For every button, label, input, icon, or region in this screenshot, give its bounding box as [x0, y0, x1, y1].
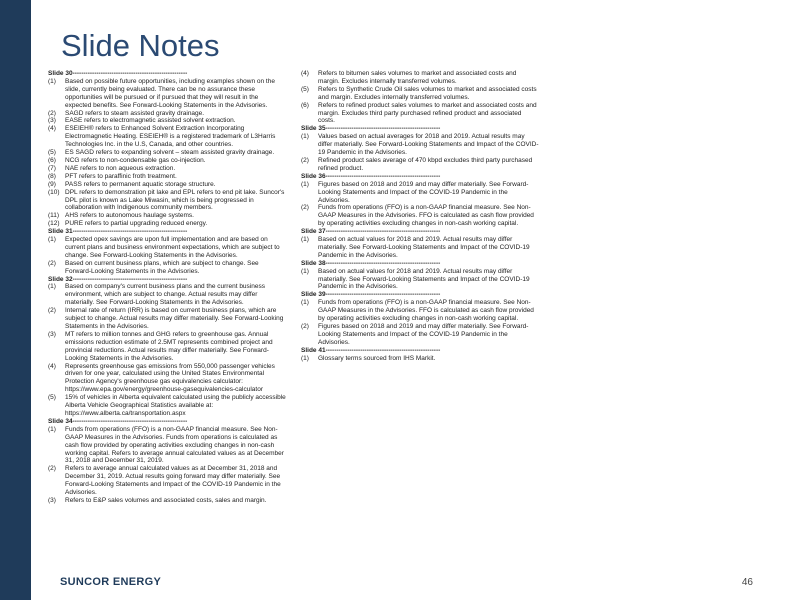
- note-number: (4): [301, 70, 309, 77]
- slide-heading: Slide 31-----------------------------------------------------: [48, 228, 188, 236]
- note-number: (1): [301, 299, 309, 307]
- note-text: Based on current business plans, which are subject to change. See Forward-Looking Statements in the Advisories.: [65, 259, 259, 275]
- note-item: [48, 125, 286, 149]
- slide-heading: Slide 37-----------------------------------------------------: [301, 228, 441, 236]
- note-text: EASE refers to electromagnetic assisted solvent extraction.: [65, 117, 236, 125]
- note-item: [48, 181, 286, 189]
- note-text: PASS refers to permanent aquatic storage structure.: [65, 180, 216, 188]
- note-text: Based on actual values for 2018 and 2019. Actual results may differ materially. See Forward-Looking Statements and Impact of the COVID-19 Pandemic in the Advisories.: [318, 267, 530, 291]
- note-text: Funds from operations (FFO) is a non-GAAP financial measure. See Non-GAAP Measures in the Advisories. FFO is calculated as cash flow provided by operating activities excluding changes in non-cash working capital.: [318, 204, 534, 228]
- note-item: [301, 133, 539, 157]
- note-text: Represents greenhouse gas emissions from 550,000 passenger vehicles driven for one year, calculated using the United States Environmental Protection Agency's greenhouse gas equivalencies calculator: https://www.epa.gov/energy/greenhouse-gasequivalencies-calculator: [65, 362, 275, 394]
- note-text: Refers to bitumen sales volumes to market and associated costs and margin. Excludes internally transferred volumes.: [318, 70, 517, 85]
- note-text: SAGD refers to steam assisted gravity drainage.: [65, 109, 205, 117]
- notes-column-right: [301, 70, 539, 363]
- slide-heading: Slide 32-----------------------------------------------------: [48, 275, 188, 283]
- note-item: [301, 268, 539, 292]
- note-text: AHS refers to autonomous haulage systems.: [65, 212, 194, 220]
- note-number: (2): [48, 465, 56, 473]
- note-number: (4): [48, 362, 56, 370]
- note-number: (5): [301, 85, 309, 93]
- note-text: Funds from operations (FFO) is a non-GAAP financial measure. See Non-GAAP Measures in the Advisories. FFO is calculated as cash flow provided by operating activities excluding changes in non-cash working capital.: [318, 299, 534, 323]
- left-accent-bar: [0, 0, 31, 600]
- note-item: [48, 220, 286, 228]
- note-number: (6): [301, 101, 309, 109]
- note-item: [48, 497, 286, 505]
- note-number: (3): [48, 117, 56, 125]
- note-number: (1): [301, 236, 309, 244]
- page-title: Slide Notes: [61, 28, 220, 63]
- notes-column-left: [48, 70, 286, 505]
- note-item: [48, 110, 286, 118]
- note-number: (1): [48, 425, 56, 433]
- note-item: [48, 212, 286, 220]
- note-text: Values based on actual averages for 2018 and 2019. Actual results may differ materially. See Forward-Looking Statements and Impact of the COVID-19 Pandemic in the Advisories.: [318, 133, 539, 157]
- note-item: [301, 70, 539, 86]
- note-item: [48, 157, 286, 165]
- note-number: (5): [48, 149, 56, 157]
- slide-heading: Slide 34-----------------------------------------------------: [48, 417, 188, 425]
- note-item: [48, 173, 286, 181]
- note-number: (9): [48, 180, 56, 188]
- note-item: [48, 465, 286, 497]
- note-number: (2): [48, 259, 56, 267]
- note-text: Refers to refined product sales volumes to market and associated costs and margin. Excludes third party purchased refined product and associated costs.: [318, 101, 537, 125]
- slide-heading: Slide 41-----------------------------------------------------: [301, 346, 441, 354]
- note-item: [301, 102, 539, 126]
- note-text: Glossary terms sourced from IHS Markit.: [318, 354, 436, 362]
- note-item: [48, 149, 286, 157]
- note-text: Based on possible future opportunities, including examples shown on the slide, currently being evaluated. There can be no assurance these opportunities will be pursued or if pursued that they will result in the expected benefits. See Forward-Looking Statements in the Advisories.: [65, 77, 275, 109]
- note-number: (4): [48, 125, 56, 133]
- note-item: [301, 86, 539, 102]
- note-number: (1): [301, 133, 309, 141]
- note-text: Refers to Synthetic Crude Oil sales volumes to market and associated costs and margin. Excludes internally transferred volumes.: [318, 85, 537, 101]
- slide-heading: Slide 30-----------------------------------------------------: [48, 70, 188, 77]
- note-number: (1): [48, 283, 56, 291]
- slide-heading: Slide 35-----------------------------------------------------: [301, 125, 441, 133]
- note-text: ESEIEH® refers to Enhanced Solvent Extraction Incorporating Electromagnetic Heating. ESEIEH® is a registered trademark of L3Harris Technologies Inc. in the U.S, Canada, and other countries.: [65, 125, 276, 149]
- slide-heading: Slide 38-----------------------------------------------------: [301, 259, 441, 267]
- note-item: [48, 236, 286, 260]
- note-item: [301, 323, 539, 347]
- note-item: [301, 355, 539, 363]
- note-text: Internal rate of return (IRR) is based on current business plans, which are subject to change. Actual results may differ materially. See Forward-Looking Statements in the Advisories.: [65, 307, 284, 330]
- note-text: DPL refers to demonstration pit lake and EPL refers to end pit lake. Suncor's DPL pilot is known as Lake Miwasin, which is being progressed in collaboration with Indigenous community members.: [65, 188, 285, 212]
- suncor-logo: SUNCOR ENERGY: [60, 576, 162, 588]
- note-text: Based on actual values for 2018 and 2019. Actual results may differ materially. See Forward-Looking Statements and Impact of the COVID-19 Pandemic in the Advisories.: [318, 236, 530, 259]
- note-item: [48, 189, 286, 213]
- note-number: (11): [48, 212, 60, 220]
- note-item: [301, 181, 539, 205]
- note-number: (8): [48, 172, 56, 180]
- note-number: (1): [301, 354, 309, 362]
- note-item: [48, 260, 286, 276]
- note-text: Refers to E&P sales volumes and associated costs, sales and margin.: [65, 496, 267, 504]
- note-text: Refers to average annual calculated values as at December 31, 2018 and December 31, 2019. Actual results going forward may differ materially. See Forward-Looking Statements and Impact of the COVID-19 Pandemic in the Advisories.: [65, 465, 281, 497]
- note-item: [301, 299, 539, 323]
- note-item: [48, 283, 286, 307]
- note-item: [48, 331, 286, 363]
- note-number: (12): [48, 220, 60, 228]
- note-number: (2): [301, 204, 309, 212]
- note-number: (7): [48, 164, 56, 172]
- note-text: Expected opex savings are upon full implementation and are based on current plans and business environment expectations, which are subject to change. See Forward-Looking Statements in the Advisories.: [65, 236, 280, 259]
- note-number: (2): [48, 307, 56, 315]
- slide-heading: Slide 36-----------------------------------------------------: [301, 172, 441, 180]
- slide-heading: Slide 39-----------------------------------------------------: [301, 291, 441, 299]
- note-text: 15% of vehicles in Alberta equivalent calculated using the publicly accessible Alberta Vehicle Geographical Statistics available at: https://www.alberta.ca/transportation.aspx: [65, 394, 286, 417]
- note-text: Figures based on 2018 and 2019 and may differ materially. See Forward-Looking Statements and Impact of the COVID-19 Pandemic in the Advisories.: [318, 323, 529, 346]
- note-number: (5): [48, 394, 56, 402]
- note-text: NCG refers to non-condensable gas co-injection.: [65, 156, 206, 164]
- note-item: [48, 78, 286, 110]
- note-number: (1): [301, 180, 309, 188]
- note-number: (2): [301, 323, 309, 330]
- note-text: NAE refers to non aqueous extraction.: [65, 164, 176, 172]
- note-text: Based on company's current business plans and the current business environment, which are subject to change. Actual results may differ materially. See Forward-Looking Statements in the Advisories.: [65, 283, 265, 307]
- note-item: [48, 363, 286, 395]
- note-text: Funds from operations (FFO) is a non-GAAP financial measure. See Non-GAAP Measures in the Advisories. Funds from operations is calculated as cash flow provided by operating activities excluding changes in non-cash working capital. Refers to average annual calculated values as at December 31, 2018 and December 31, 2019.: [65, 425, 284, 465]
- note-number: (3): [48, 330, 56, 338]
- note-number: (2): [48, 109, 56, 117]
- note-item: [301, 204, 539, 228]
- note-number: (1): [48, 77, 56, 85]
- note-text: ES SAGD refers to expanding solvent – steam assisted gravity drainage.: [65, 149, 275, 157]
- note-item: [301, 157, 539, 173]
- note-item: [48, 165, 286, 173]
- note-item: [48, 426, 286, 466]
- note-text: Figures based on 2018 and 2019 and may differ materially. See Forward-Looking Statements and Impact of the COVID-19 Pandemic in the Advisories.: [318, 180, 529, 204]
- note-number: (6): [48, 156, 56, 164]
- note-number: (3): [48, 496, 56, 504]
- note-item: [301, 236, 539, 260]
- note-text: PURE refers to partial upgrading reduced energy.: [65, 220, 208, 228]
- note-number: (2): [301, 156, 309, 164]
- note-text: Refined product sales average of 470 kbpd excludes third party purchased refined product.: [318, 156, 533, 172]
- note-text: MT refers to million tonnes and GHG refers to greenhouse gas. Annual emissions reduction estimate of 2.5MT represents combined project and provincial reductions. Actual results may differ materially. See Forward-Looking Statements in the Advisories.: [65, 330, 273, 362]
- note-item: [48, 394, 286, 418]
- note-number: (1): [301, 267, 309, 275]
- note-item: [48, 307, 286, 331]
- note-text: PFT refers to paraffinic froth treatment.: [65, 172, 177, 180]
- page-number: 46: [741, 577, 753, 588]
- note-number: (10): [48, 188, 60, 196]
- note-number: (1): [48, 236, 56, 244]
